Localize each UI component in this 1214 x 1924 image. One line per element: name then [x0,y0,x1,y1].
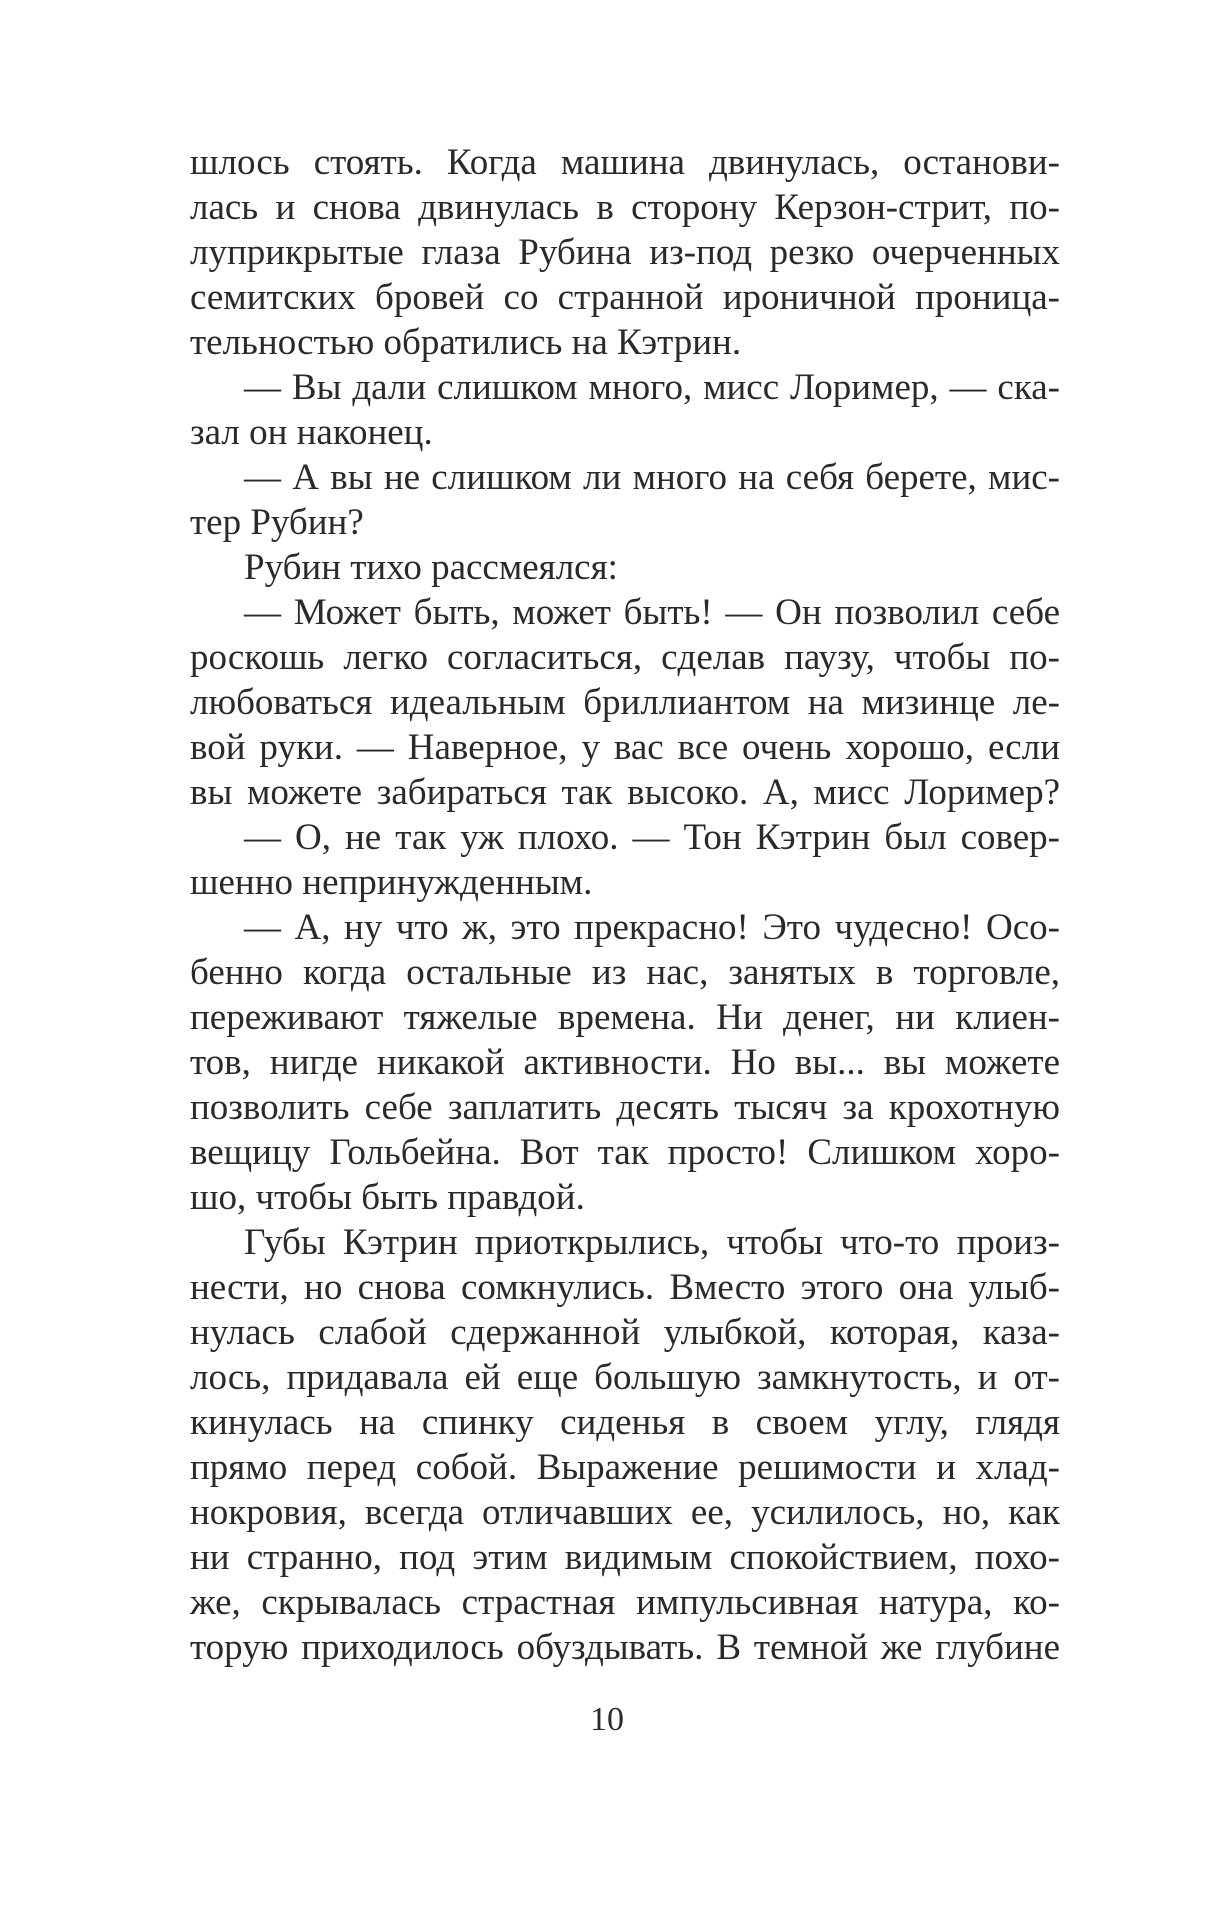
text-line: луприкрытые глаза Рубина из-под резко очерченных [190,232,1060,273]
text-line: же, скрывалась страстная импульсивная натура, ко- [190,1582,1060,1623]
text-line: ни странно, под этим видимым спокойствием, похо- [190,1537,1060,1578]
text-line: тер Рубин? [190,502,364,543]
text-line: тельностью обратились на Кэтрин. [190,322,742,363]
text-line: шлось стоять. Когда машина двинулась, останови- [190,142,1060,183]
text-line: лась и снова двинулась в сторону Керзон-стрит, по- [190,187,1060,228]
text-line: переживают тяжелые времена. Ни денег, ни клиен- [190,997,1060,1038]
text-line: бенно когда остальные из нас, занятых в торговле, [190,952,1060,993]
text-line: шенно непринужденным. [190,862,593,903]
text-line: нести, но снова сомкнулись. Вместо этого она улыб- [190,1267,1060,1308]
text-line: — Может быть, может быть! — Он позволил себе [244,592,1060,633]
text-line: торую приходилось обуздывать. В темной же глубине [190,1627,1060,1668]
body-text [190,140,1060,1670]
text-line: роскошь легко согласиться, сделав паузу, чтобы по- [190,637,1060,678]
page-number: 10 [590,1701,624,1738]
text-line: нулась слабой сдержанной улыбкой, которая, каза- [190,1312,1060,1353]
text-line: вы можете забираться так высоко. А, мисс Лоример? [190,772,1060,813]
text-line: Рубин тихо рассмеялся: [244,547,618,588]
text-line: шо, чтобы быть правдой. [190,1177,585,1218]
text-line: вой руки. — Наверное, у вас все очень хорошо, если [190,727,1060,768]
text-line: Губы Кэтрин приоткрылись, чтобы что-то произ- [244,1222,1060,1263]
text-line: — А, ну что ж, это прекрасно! Это чудесно! Осо- [244,907,1060,948]
text-line: кинулась на спинку сиденья в своем углу, глядя [190,1402,1060,1443]
text-line: семитских бровей со странной ироничной проница- [190,277,1060,318]
text-line: зал он наконец. [190,412,433,453]
text-line: прямо перед собой. Выражение решимости и хлад- [190,1447,1060,1488]
text-line: вещицу Гольбейна. Вот так просто! Слишком хоро- [190,1132,1060,1173]
text-line: тов, нигде никакой активности. Но вы... вы можете [190,1042,1060,1083]
text-line: лось, придавала ей еще большую замкнутость, и от- [190,1357,1060,1398]
text-line: нокровия, всегда отличавших ее, усилилось, но, как [190,1492,1060,1533]
text-line: — Вы дали слишком много, мисс Лоример, — ска- [244,367,1060,408]
text-line: позволить себе заплатить десять тысяч за крохотную [190,1087,1060,1128]
text-line: любоваться идеальным бриллиантом на мизинце ле- [190,682,1060,723]
text-line: — О, не так уж плохо. — Тон Кэтрин был совер- [244,817,1060,858]
text-line: — А вы не слишком ли много на себя берете, мис- [244,457,1060,498]
